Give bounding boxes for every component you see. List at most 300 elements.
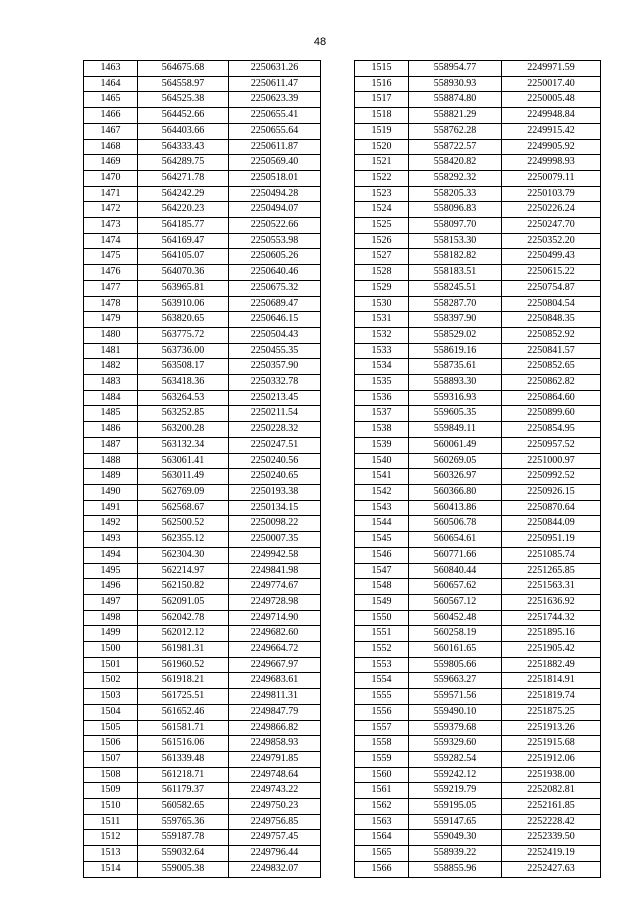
point-number-cell: 1519	[355, 123, 409, 139]
y-coordinate-cell: 2250518.01	[229, 170, 321, 186]
point-number-cell: 1482	[84, 359, 138, 375]
point-number-cell: 1556	[355, 704, 409, 720]
y-coordinate-cell: 2251905.42	[502, 642, 601, 658]
y-coordinate-cell: 2250957.52	[502, 437, 601, 453]
x-coordinate-cell: 560269.05	[409, 453, 502, 469]
x-coordinate-cell: 564289.75	[138, 155, 229, 171]
table-row	[355, 123, 601, 139]
x-coordinate-cell: 560840.44	[409, 563, 502, 579]
table-row	[355, 139, 601, 155]
point-number-cell: 1498	[84, 610, 138, 626]
point-number-cell: 1505	[84, 720, 138, 736]
x-coordinate-cell: 558420.82	[409, 155, 502, 171]
y-coordinate-cell: 2251819.74	[502, 689, 601, 705]
table-row	[355, 751, 601, 767]
y-coordinate-cell: 2249791.85	[229, 751, 321, 767]
y-coordinate-cell: 2250247.70	[502, 218, 601, 234]
table-row	[355, 642, 601, 658]
coordinates-table-right-body	[355, 61, 601, 878]
y-coordinate-cell: 2250841.57	[502, 343, 601, 359]
table-row	[355, 422, 601, 438]
y-coordinate-cell: 2251895.16	[502, 626, 601, 642]
coordinates-table-left	[83, 60, 321, 878]
x-coordinate-cell: 563200.28	[138, 422, 229, 438]
table-row	[84, 846, 321, 862]
y-coordinate-cell: 2249866.82	[229, 720, 321, 736]
x-coordinate-cell: 558182.82	[409, 249, 502, 265]
x-coordinate-cell: 563264.53	[138, 390, 229, 406]
x-coordinate-cell: 559242.12	[409, 767, 502, 783]
table-row	[84, 736, 321, 752]
point-number-cell: 1561	[355, 783, 409, 799]
x-coordinate-cell: 561218.71	[138, 767, 229, 783]
point-number-cell: 1463	[84, 61, 138, 77]
table-row	[84, 563, 321, 579]
table-row	[355, 846, 601, 862]
table-row	[84, 422, 321, 438]
x-coordinate-cell: 558874.80	[409, 92, 502, 108]
y-coordinate-cell: 2249667.97	[229, 657, 321, 673]
y-coordinate-cell: 2250228.32	[229, 422, 321, 438]
point-number-cell: 1468	[84, 139, 138, 155]
table-row	[84, 61, 321, 77]
table-row	[84, 108, 321, 124]
x-coordinate-cell: 560657.62	[409, 579, 502, 595]
table-row	[84, 123, 321, 139]
x-coordinate-cell: 560366.80	[409, 484, 502, 500]
table-row	[355, 610, 601, 626]
table-row	[355, 484, 601, 500]
point-number-cell: 1510	[84, 799, 138, 815]
y-coordinate-cell: 2249756.85	[229, 814, 321, 830]
point-number-cell: 1533	[355, 343, 409, 359]
x-coordinate-cell: 559663.27	[409, 673, 502, 689]
y-coordinate-cell: 2250079.11	[502, 170, 601, 186]
x-coordinate-cell: 562012.12	[138, 626, 229, 642]
point-number-cell: 1490	[84, 484, 138, 500]
x-coordinate-cell: 559282.54	[409, 751, 502, 767]
point-number-cell: 1485	[84, 406, 138, 422]
x-coordinate-cell: 561179.37	[138, 783, 229, 799]
point-number-cell: 1518	[355, 108, 409, 124]
table-row	[84, 265, 321, 281]
x-coordinate-cell: 564271.78	[138, 170, 229, 186]
table-row	[355, 500, 601, 516]
point-number-cell: 1469	[84, 155, 138, 171]
point-number-cell: 1466	[84, 108, 138, 124]
y-coordinate-cell: 2249841.98	[229, 563, 321, 579]
table-row	[355, 280, 601, 296]
point-number-cell: 1467	[84, 123, 138, 139]
y-coordinate-cell: 2250494.07	[229, 202, 321, 218]
y-coordinate-cell: 2250852.65	[502, 359, 601, 375]
point-number-cell: 1538	[355, 422, 409, 438]
x-coordinate-cell: 558096.83	[409, 202, 502, 218]
y-coordinate-cell: 2251636.92	[502, 594, 601, 610]
point-number-cell: 1492	[84, 516, 138, 532]
y-coordinate-cell: 2249750.23	[229, 799, 321, 815]
point-number-cell: 1495	[84, 563, 138, 579]
y-coordinate-cell: 2250247.51	[229, 437, 321, 453]
point-number-cell: 1551	[355, 626, 409, 642]
y-coordinate-cell: 2250951.19	[502, 532, 601, 548]
y-coordinate-cell: 2250211.54	[229, 406, 321, 422]
y-coordinate-cell: 2250213.45	[229, 390, 321, 406]
table-row	[84, 516, 321, 532]
y-coordinate-cell: 2250804.54	[502, 296, 601, 312]
x-coordinate-cell: 558245.51	[409, 280, 502, 296]
table-row	[355, 547, 601, 563]
point-number-cell: 1493	[84, 532, 138, 548]
y-coordinate-cell: 2249774.67	[229, 579, 321, 595]
point-number-cell: 1541	[355, 469, 409, 485]
x-coordinate-cell: 558292.32	[409, 170, 502, 186]
table-row	[84, 689, 321, 705]
table-row	[355, 92, 601, 108]
y-coordinate-cell: 2249682.60	[229, 626, 321, 642]
table-row	[84, 390, 321, 406]
x-coordinate-cell: 564070.36	[138, 265, 229, 281]
y-coordinate-cell: 2250754.87	[502, 280, 601, 296]
x-coordinate-cell: 559849.11	[409, 422, 502, 438]
x-coordinate-cell: 563910.06	[138, 296, 229, 312]
y-coordinate-cell: 2249743.22	[229, 783, 321, 799]
y-coordinate-cell: 2250352.20	[502, 233, 601, 249]
point-number-cell: 1564	[355, 830, 409, 846]
table-row	[84, 861, 321, 877]
x-coordinate-cell: 559005.38	[138, 861, 229, 877]
x-coordinate-cell: 562150.82	[138, 579, 229, 595]
y-coordinate-cell: 2249858.93	[229, 736, 321, 752]
point-number-cell: 1502	[84, 673, 138, 689]
x-coordinate-cell: 560413.86	[409, 500, 502, 516]
y-coordinate-cell: 2250646.15	[229, 312, 321, 328]
point-number-cell: 1484	[84, 390, 138, 406]
table-row	[84, 704, 321, 720]
point-number-cell: 1550	[355, 610, 409, 626]
x-coordinate-cell: 561339.48	[138, 751, 229, 767]
table-row	[355, 61, 601, 77]
point-number-cell: 1539	[355, 437, 409, 453]
x-coordinate-cell: 560567.12	[409, 594, 502, 610]
y-coordinate-cell: 2251938.00	[502, 767, 601, 783]
table-row	[355, 359, 601, 375]
x-coordinate-cell: 560161.65	[409, 642, 502, 658]
y-coordinate-cell: 2251913.26	[502, 720, 601, 736]
x-coordinate-cell: 564185.77	[138, 218, 229, 234]
x-coordinate-cell: 558939.22	[409, 846, 502, 862]
y-coordinate-cell: 2252082.81	[502, 783, 601, 799]
x-coordinate-cell: 558855.96	[409, 861, 502, 877]
point-number-cell: 1501	[84, 657, 138, 673]
table-row	[355, 406, 601, 422]
y-coordinate-cell: 2250357.90	[229, 359, 321, 375]
x-coordinate-cell: 558821.29	[409, 108, 502, 124]
point-number-cell: 1552	[355, 642, 409, 658]
y-coordinate-cell: 2251814.91	[502, 673, 601, 689]
x-coordinate-cell: 558954.77	[409, 61, 502, 77]
point-number-cell: 1491	[84, 500, 138, 516]
table-row	[355, 767, 601, 783]
point-number-cell: 1548	[355, 579, 409, 595]
x-coordinate-cell: 563775.72	[138, 327, 229, 343]
y-coordinate-cell: 2249664.72	[229, 642, 321, 658]
table-row	[355, 516, 601, 532]
point-number-cell: 1565	[355, 846, 409, 862]
point-number-cell: 1524	[355, 202, 409, 218]
table-row	[355, 76, 601, 92]
x-coordinate-cell: 560061.49	[409, 437, 502, 453]
table-row	[355, 657, 601, 673]
point-number-cell: 1528	[355, 265, 409, 281]
x-coordinate-cell: 559147.65	[409, 814, 502, 830]
y-coordinate-cell: 2250455.35	[229, 343, 321, 359]
y-coordinate-cell: 2250689.47	[229, 296, 321, 312]
x-coordinate-cell: 561652.46	[138, 704, 229, 720]
point-number-cell: 1536	[355, 390, 409, 406]
x-coordinate-cell: 563820.65	[138, 312, 229, 328]
y-coordinate-cell: 2250655.64	[229, 123, 321, 139]
point-number-cell: 1529	[355, 280, 409, 296]
point-number-cell: 1514	[84, 861, 138, 877]
point-number-cell: 1545	[355, 532, 409, 548]
y-coordinate-cell: 2251915.68	[502, 736, 601, 752]
y-coordinate-cell: 2250569.40	[229, 155, 321, 171]
point-number-cell: 1531	[355, 312, 409, 328]
point-number-cell: 1494	[84, 547, 138, 563]
x-coordinate-cell: 560654.61	[409, 532, 502, 548]
x-coordinate-cell: 559605.35	[409, 406, 502, 422]
y-coordinate-cell: 2250675.32	[229, 280, 321, 296]
y-coordinate-cell: 2249942.58	[229, 547, 321, 563]
y-coordinate-cell: 2249796.44	[229, 846, 321, 862]
y-coordinate-cell: 2249714.90	[229, 610, 321, 626]
table-row	[84, 186, 321, 202]
table-row	[84, 359, 321, 375]
y-coordinate-cell: 2249832.07	[229, 861, 321, 877]
point-number-cell: 1479	[84, 312, 138, 328]
table-row	[355, 783, 601, 799]
point-number-cell: 1471	[84, 186, 138, 202]
table-row	[84, 327, 321, 343]
y-coordinate-cell: 2250848.35	[502, 312, 601, 328]
x-coordinate-cell: 559571.56	[409, 689, 502, 705]
y-coordinate-cell: 2250862.82	[502, 375, 601, 391]
y-coordinate-cell: 2250103.79	[502, 186, 601, 202]
point-number-cell: 1563	[355, 814, 409, 830]
x-coordinate-cell: 564169.47	[138, 233, 229, 249]
y-coordinate-cell: 2250240.65	[229, 469, 321, 485]
point-number-cell: 1478	[84, 296, 138, 312]
x-coordinate-cell: 558205.33	[409, 186, 502, 202]
table-row	[355, 594, 601, 610]
point-number-cell: 1549	[355, 594, 409, 610]
y-coordinate-cell: 2249905.92	[502, 139, 601, 155]
table-row	[355, 233, 601, 249]
point-number-cell: 1481	[84, 343, 138, 359]
table-row	[355, 375, 601, 391]
point-number-cell: 1537	[355, 406, 409, 422]
y-coordinate-cell: 2250854.95	[502, 422, 601, 438]
point-number-cell: 1530	[355, 296, 409, 312]
point-number-cell: 1507	[84, 751, 138, 767]
y-coordinate-cell: 2249748.64	[229, 767, 321, 783]
x-coordinate-cell: 562769.09	[138, 484, 229, 500]
x-coordinate-cell: 558529.02	[409, 327, 502, 343]
coordinates-table-left-body	[84, 61, 321, 878]
x-coordinate-cell: 558097.70	[409, 218, 502, 234]
x-coordinate-cell: 558287.70	[409, 296, 502, 312]
x-coordinate-cell: 558153.30	[409, 233, 502, 249]
table-row	[84, 202, 321, 218]
table-row	[355, 814, 601, 830]
y-coordinate-cell: 2250605.26	[229, 249, 321, 265]
table-row	[355, 626, 601, 642]
table-row	[84, 673, 321, 689]
point-number-cell: 1500	[84, 642, 138, 658]
y-coordinate-cell: 2252161.85	[502, 799, 601, 815]
table-row	[84, 296, 321, 312]
point-number-cell: 1506	[84, 736, 138, 752]
point-number-cell: 1526	[355, 233, 409, 249]
y-coordinate-cell: 2252339.50	[502, 830, 601, 846]
x-coordinate-cell: 558722.57	[409, 139, 502, 155]
y-coordinate-cell: 2249948.84	[502, 108, 601, 124]
table-row	[355, 689, 601, 705]
point-number-cell: 1523	[355, 186, 409, 202]
table-row	[84, 610, 321, 626]
point-number-cell: 1472	[84, 202, 138, 218]
x-coordinate-cell: 562304.30	[138, 547, 229, 563]
table-row	[84, 453, 321, 469]
y-coordinate-cell: 2250098.22	[229, 516, 321, 532]
y-coordinate-cell: 2250005.48	[502, 92, 601, 108]
point-number-cell: 1486	[84, 422, 138, 438]
x-coordinate-cell: 564558.97	[138, 76, 229, 92]
y-coordinate-cell: 2249998.93	[502, 155, 601, 171]
table-row	[84, 751, 321, 767]
y-coordinate-cell: 2250007.35	[229, 532, 321, 548]
y-coordinate-cell: 2250553.98	[229, 233, 321, 249]
x-coordinate-cell: 564242.29	[138, 186, 229, 202]
point-number-cell: 1534	[355, 359, 409, 375]
point-number-cell: 1522	[355, 170, 409, 186]
point-number-cell: 1543	[355, 500, 409, 516]
point-number-cell: 1515	[355, 61, 409, 77]
table-row	[355, 343, 601, 359]
y-coordinate-cell: 2250522.66	[229, 218, 321, 234]
point-number-cell: 1532	[355, 327, 409, 343]
table-row	[84, 170, 321, 186]
point-number-cell: 1499	[84, 626, 138, 642]
table-row	[84, 92, 321, 108]
table-row	[355, 437, 601, 453]
point-number-cell: 1527	[355, 249, 409, 265]
x-coordinate-cell: 558397.90	[409, 312, 502, 328]
table-row	[84, 249, 321, 265]
table-row	[84, 547, 321, 563]
table-row	[355, 186, 601, 202]
point-number-cell: 1474	[84, 233, 138, 249]
table-row	[355, 265, 601, 281]
table-row	[84, 500, 321, 516]
y-coordinate-cell: 2251085.74	[502, 547, 601, 563]
y-coordinate-cell: 2252427.63	[502, 861, 601, 877]
y-coordinate-cell: 2250655.41	[229, 108, 321, 124]
x-coordinate-cell: 560452.48	[409, 610, 502, 626]
table-row	[84, 642, 321, 658]
page-number: 48	[313, 36, 327, 48]
y-coordinate-cell: 2251744.32	[502, 610, 601, 626]
point-number-cell: 1520	[355, 139, 409, 155]
point-number-cell: 1477	[84, 280, 138, 296]
x-coordinate-cell: 560506.78	[409, 516, 502, 532]
point-number-cell: 1542	[355, 484, 409, 500]
point-number-cell: 1489	[84, 469, 138, 485]
table-row	[84, 437, 321, 453]
x-coordinate-cell: 561516.06	[138, 736, 229, 752]
table-row	[355, 249, 601, 265]
x-coordinate-cell: 559490.10	[409, 704, 502, 720]
x-coordinate-cell: 564403.66	[138, 123, 229, 139]
table-row	[355, 830, 601, 846]
table-row	[355, 532, 601, 548]
table-row	[355, 170, 601, 186]
y-coordinate-cell: 2251875.25	[502, 704, 601, 720]
x-coordinate-cell: 561581.71	[138, 720, 229, 736]
y-coordinate-cell: 2250226.24	[502, 202, 601, 218]
point-number-cell: 1475	[84, 249, 138, 265]
table-row	[355, 673, 601, 689]
y-coordinate-cell: 2250240.56	[229, 453, 321, 469]
table-row	[355, 736, 601, 752]
x-coordinate-cell: 559379.68	[409, 720, 502, 736]
x-coordinate-cell: 558183.51	[409, 265, 502, 281]
x-coordinate-cell: 563061.41	[138, 453, 229, 469]
x-coordinate-cell: 563508.17	[138, 359, 229, 375]
table-row	[84, 469, 321, 485]
table-row	[84, 720, 321, 736]
table-row	[84, 626, 321, 642]
table-row	[84, 76, 321, 92]
point-number-cell: 1480	[84, 327, 138, 343]
table-row	[355, 579, 601, 595]
y-coordinate-cell: 2249683.61	[229, 673, 321, 689]
table-row	[355, 327, 601, 343]
y-coordinate-cell: 2250926.15	[502, 484, 601, 500]
y-coordinate-cell: 2250992.52	[502, 469, 601, 485]
table-row	[355, 218, 601, 234]
y-coordinate-cell: 2250852.92	[502, 327, 601, 343]
point-number-cell: 1521	[355, 155, 409, 171]
x-coordinate-cell: 559049.30	[409, 830, 502, 846]
x-coordinate-cell: 559032.64	[138, 846, 229, 862]
y-coordinate-cell: 2251882.49	[502, 657, 601, 673]
point-number-cell: 1512	[84, 830, 138, 846]
coordinates-table-right	[354, 60, 601, 878]
y-coordinate-cell: 2250611.47	[229, 76, 321, 92]
table-row	[84, 343, 321, 359]
y-coordinate-cell: 2250504.43	[229, 327, 321, 343]
x-coordinate-cell: 562042.78	[138, 610, 229, 626]
table-row	[84, 814, 321, 830]
table-row	[84, 783, 321, 799]
x-coordinate-cell: 563132.34	[138, 437, 229, 453]
table-row	[84, 579, 321, 595]
y-coordinate-cell: 2250864.60	[502, 390, 601, 406]
point-number-cell: 1496	[84, 579, 138, 595]
point-number-cell: 1497	[84, 594, 138, 610]
